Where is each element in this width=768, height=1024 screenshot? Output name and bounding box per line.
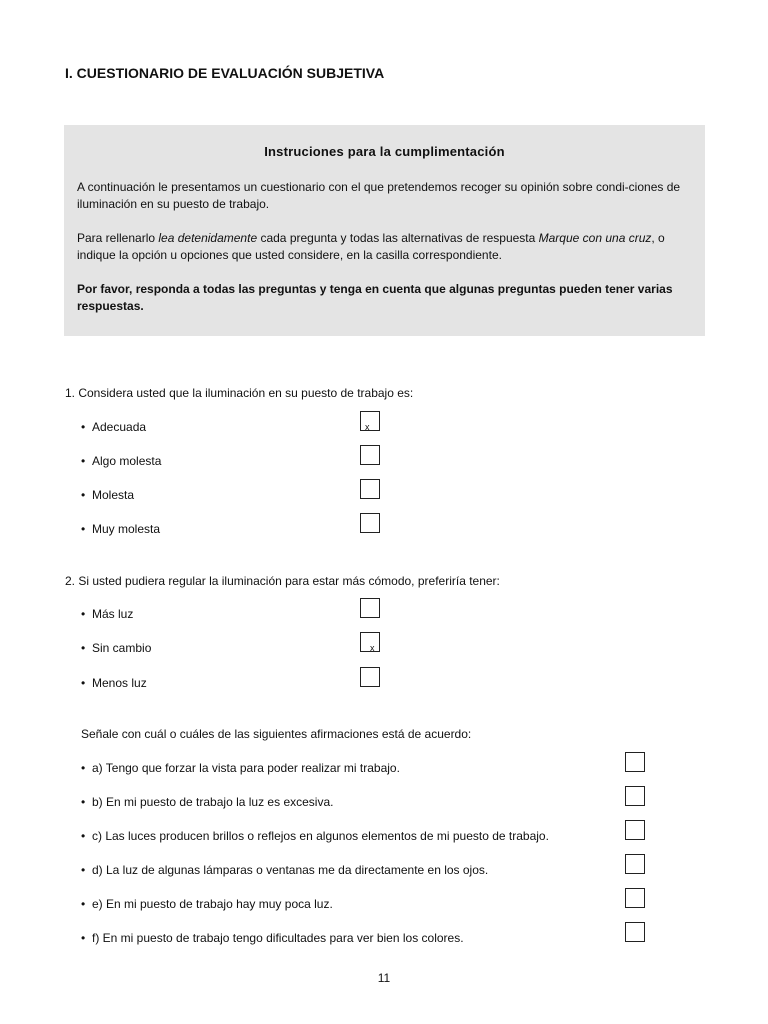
question-3-text: Señale con cuál o cuáles de las siguientes afirmaciones está de acuerdo: — [81, 727, 472, 741]
q3-checkbox-c[interactable] — [625, 820, 645, 840]
q1-option-muy-molesta — [81, 522, 160, 536]
q2-checkbox-mas-luz[interactable] — [360, 598, 380, 618]
bullet: • — [81, 607, 86, 621]
q3-option-a — [81, 761, 400, 775]
instructions-box — [64, 125, 705, 336]
q1-checkbox-adecuada[interactable] — [360, 411, 380, 431]
option-label: Muy molesta — [92, 522, 161, 536]
q3-checkbox-f[interactable] — [625, 922, 645, 942]
q1-option-adecuada — [81, 420, 146, 434]
bullet: • — [81, 795, 86, 809]
option-label: Menos luz — [92, 676, 147, 690]
emphasis-text: lea detenidamente — [158, 231, 258, 245]
bullet: • — [81, 488, 86, 502]
section-title: I. CUESTIONARIO DE EVALUACIÓN SUBJETIVA — [65, 65, 385, 81]
bullet: • — [81, 897, 86, 911]
q1-option-algo-molesta — [81, 454, 161, 468]
option-label: Molesta — [92, 488, 135, 502]
q1-checkbox-muy-molesta[interactable] — [360, 513, 380, 533]
page-number: 11 — [377, 971, 391, 985]
q2-option-sin-cambio — [81, 641, 151, 655]
question-2-text: 2. Si usted pudiera regular la iluminación para estar más cómodo, preferiría tener: — [65, 574, 500, 588]
option-label: f) En mi puesto de trabajo tengo dificultades para ver bien los colores. — [92, 931, 464, 945]
q1-checkbox-molesta[interactable] — [360, 479, 380, 499]
text-span: , o indique la opción u opciones que usted considere, en la casilla correspondiente. — [77, 231, 665, 262]
option-label: d) La luz de algunas lámparas o ventanas me da directamente en los ojos. — [92, 863, 489, 877]
instructions-title: Instruciones para la cumplimentación — [264, 144, 505, 159]
q3-option-e — [81, 897, 333, 911]
instructions-paragraph-1: A continuación le presentamos un cuestionario con el que pretendemos recoger su opinión sobre condi-ciones de iluminación en su puesto de trabajo. — [77, 180, 681, 211]
option-label: a) Tengo que forzar la vista para poder realizar mi trabajo. — [92, 761, 400, 775]
option-label: Algo molesta — [92, 454, 162, 468]
instructions-paragraph-3: Por favor, responda a todas las preguntas y tenga en cuenta que algunas preguntas pueden tener varias respuestas. — [77, 282, 673, 313]
bullet: • — [81, 641, 86, 655]
bullet: • — [81, 761, 86, 775]
instructions-paragraph-2 — [77, 230, 689, 264]
q3-checkbox-e[interactable] — [625, 888, 645, 908]
checkbox-mark: x — [370, 643, 375, 653]
option-label: b) En mi puesto de trabajo la luz es excesiva. — [92, 795, 334, 809]
option-label: c) Las luces producen brillos o reflejos en algunos elementos de mi puesto de trabajo. — [92, 829, 549, 843]
q2-option-mas-luz — [81, 607, 133, 621]
q1-option-molesta — [81, 488, 134, 502]
q1-checkbox-algo-molesta[interactable] — [360, 445, 380, 465]
bullet: • — [81, 522, 86, 536]
text-span: Para rellenarlo — [77, 231, 159, 245]
text-span: cada pregunta y todas las alternativas de respuesta — [257, 231, 539, 245]
q2-option-menos-luz — [81, 676, 147, 690]
bullet: • — [81, 454, 86, 468]
q3-option-b — [81, 795, 333, 809]
q3-checkbox-d[interactable] — [625, 854, 645, 874]
q3-checkbox-a[interactable] — [625, 752, 645, 772]
q2-checkbox-sin-cambio[interactable] — [360, 632, 380, 652]
q3-checkbox-b[interactable] — [625, 786, 645, 806]
checkbox-mark: x — [365, 422, 370, 432]
bullet: • — [81, 420, 86, 434]
q2-checkbox-menos-luz[interactable] — [360, 667, 380, 687]
emphasis-text: Marque con una cruz — [538, 231, 652, 245]
option-label: e) En mi puesto de trabajo hay muy poca luz. — [92, 897, 333, 911]
q3-option-c — [81, 829, 549, 843]
q3-option-d — [81, 863, 488, 877]
option-label: Sin cambio — [92, 641, 152, 655]
bullet: • — [81, 676, 86, 690]
option-label: Más luz — [92, 607, 134, 621]
q3-option-f — [81, 931, 464, 945]
bullet: • — [81, 829, 86, 843]
option-label: Adecuada — [92, 420, 147, 434]
bullet: • — [81, 931, 86, 945]
question-1-text: 1. Considera usted que la iluminación en su puesto de trabajo es: — [65, 386, 414, 400]
bullet: • — [81, 863, 86, 877]
